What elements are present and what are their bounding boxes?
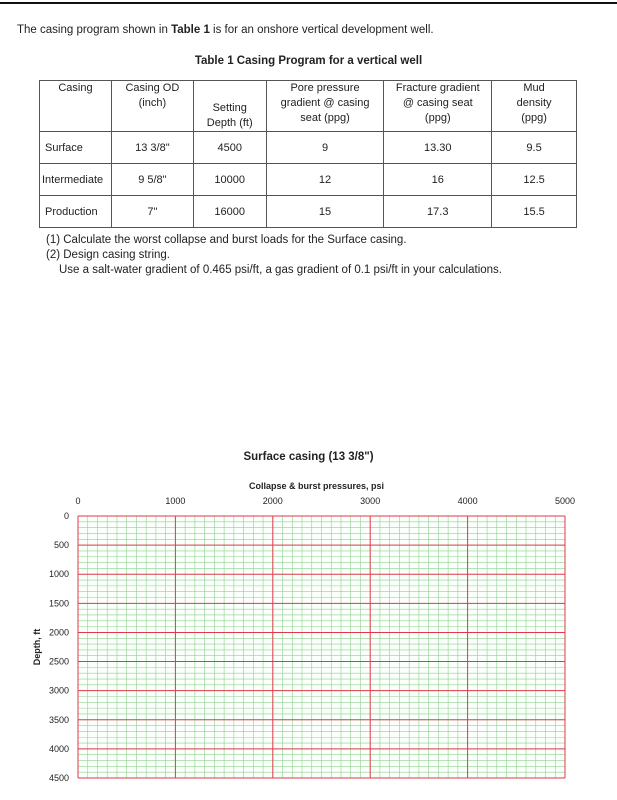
y-tick-label: 2000 bbox=[48, 627, 69, 638]
cell-frac: 16 bbox=[384, 164, 492, 196]
cell-od: 9 5/8" bbox=[111, 164, 193, 196]
intro-text: The casing program shown in Table 1 is for an onshore vertical development well. bbox=[17, 24, 434, 36]
table-caption: Table 1 Casing Program for a vertical well bbox=[194, 55, 423, 67]
header-setting-depth: Setting Depth (ft) bbox=[193, 81, 266, 132]
y-tick-label: 2500 bbox=[48, 656, 69, 667]
cell-depth: 4500 bbox=[193, 132, 266, 164]
question-1: (1) Calculate the worst collapse and burst loads for the Surface casing. bbox=[46, 234, 407, 246]
y-tick-label: 1500 bbox=[48, 598, 69, 609]
cell-pore: 9 bbox=[266, 132, 384, 164]
y-tick-label: 1000 bbox=[48, 569, 69, 580]
x-tick-label: 5000 bbox=[554, 496, 576, 506]
cell-casing: Surface bbox=[40, 132, 112, 164]
x-tick-label: 3000 bbox=[360, 496, 381, 506]
cell-casing: Intermediate bbox=[40, 164, 112, 196]
cell-mud: 15.5 bbox=[492, 196, 577, 228]
header-pore-pressure: Pore pressure gradient @ casing seat (ppg) bbox=[266, 81, 384, 132]
cell-pore: 15 bbox=[266, 196, 384, 228]
y-tick-label: 0 bbox=[63, 511, 69, 521]
header-casing: Casing bbox=[40, 81, 112, 132]
cell-casing: Production bbox=[40, 196, 112, 228]
y-tick-label: 3000 bbox=[48, 685, 69, 696]
cell-mud: 12.5 bbox=[492, 164, 577, 196]
question-2: (2) Design casing string. bbox=[46, 249, 170, 261]
chart-title: Surface casing (13 3/8") bbox=[243, 451, 374, 463]
calculation-note: Use a salt-water gradient of 0.465 psi/ft, a gas gradient of 0.1 psi/ft in your calculations. bbox=[59, 264, 502, 276]
x-tick-label: 1000 bbox=[165, 496, 186, 506]
x-tick-label: 2000 bbox=[262, 496, 283, 506]
x-tick-label: 0 bbox=[75, 496, 81, 506]
header-casing-od: Casing OD (inch) bbox=[111, 81, 193, 132]
header-fracture-gradient: Fracture gradient @ casing seat (ppg) bbox=[384, 81, 492, 132]
cell-depth: 10000 bbox=[193, 164, 266, 196]
cell-frac: 17.3 bbox=[384, 196, 492, 228]
cell-od: 13 3/8" bbox=[111, 132, 193, 164]
x-axis-label: Collapse & burst pressures, psi bbox=[248, 481, 385, 491]
y-tick-label: 4500 bbox=[48, 773, 69, 783]
header-mud-density: Mud density (ppg) bbox=[492, 81, 577, 132]
cell-depth: 16000 bbox=[193, 196, 266, 228]
y-tick-label: 3500 bbox=[48, 714, 69, 725]
y-tick-label: 500 bbox=[53, 540, 69, 551]
cell-pore: 12 bbox=[266, 164, 384, 196]
cell-frac: 13.30 bbox=[384, 132, 492, 164]
y-tick-label: 4000 bbox=[48, 743, 69, 754]
cell-od: 7" bbox=[111, 196, 193, 228]
y-axis-label: Depth, ft bbox=[32, 628, 42, 666]
cell-mud: 9.5 bbox=[492, 132, 577, 164]
x-tick-label: 4000 bbox=[457, 496, 478, 506]
